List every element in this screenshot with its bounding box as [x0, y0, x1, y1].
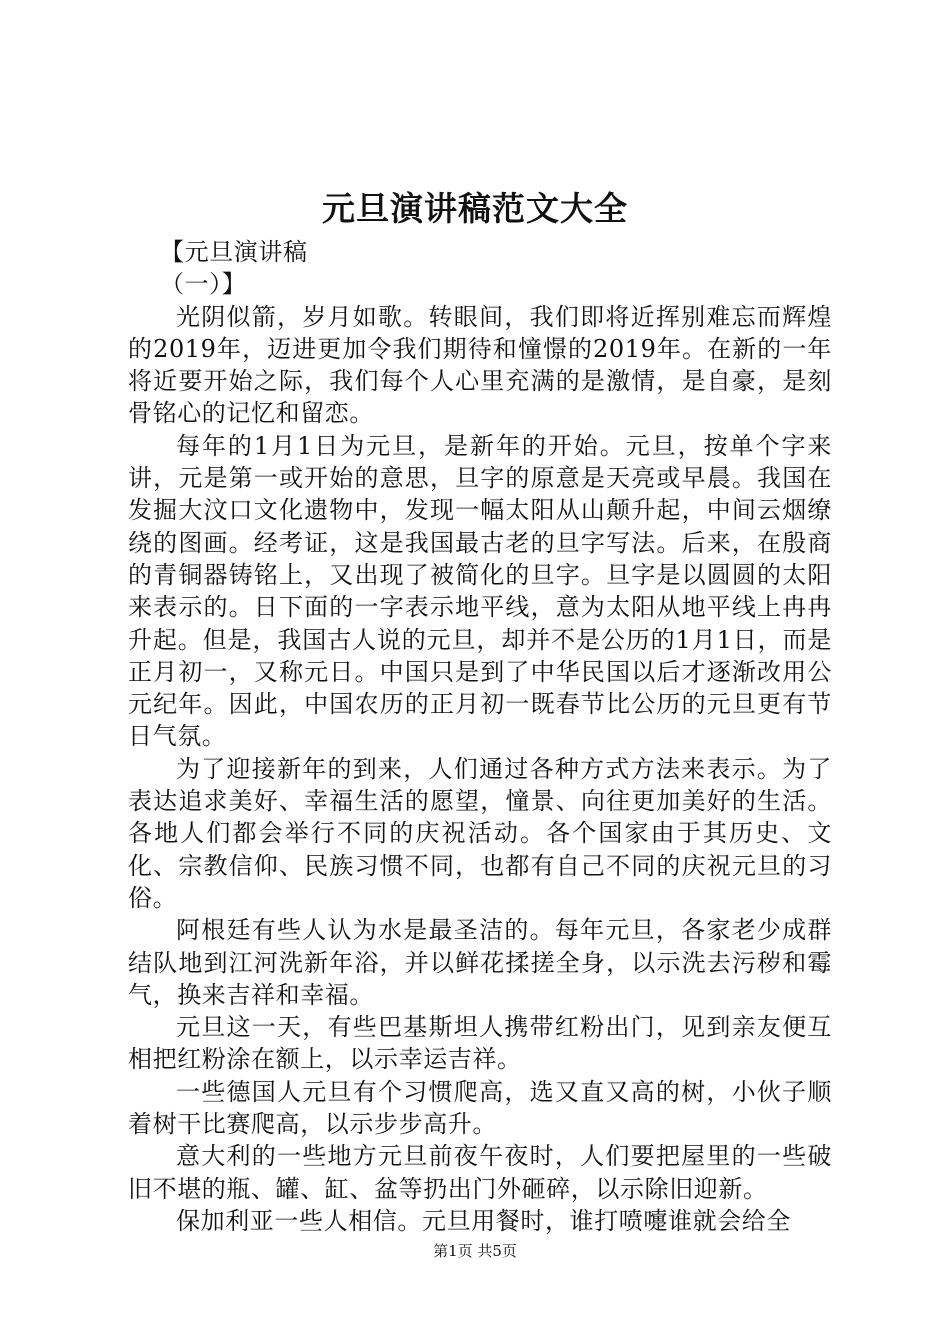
section-heading-line1: 【元旦演讲稿 [160, 238, 308, 266]
paragraph: 保加利亚一些人相信。元旦用餐时，谁打喷嚏谁就会给全 [176, 1206, 791, 1235]
page-number-footer: 第1页 共5页 [433, 1242, 517, 1260]
document-title: 元旦演讲稿范文大全 [322, 189, 628, 228]
paragraph: 元旦这一天，有些巴基斯坦人携带红粉出门，见到亲友便互相把红粉涂在额上，以示幸运吉祥。 [128, 1013, 832, 1074]
paragraph: 光阴似箭，岁月如歌。转眼间，我们即将近挥别难忘而辉煌的2019年，迈进更加令我们期待和憧憬的2019年。在新的一年将近要开始之际，我们每个人心里充满的是激情，是自豪，是刻骨铭心的记忆和留恋。 [128, 302, 832, 428]
paragraph: 意大利的一些地方元旦前夜午夜时，人们要把屋里的一些破旧不堪的瓶、罐、缸、盆等扔出门外砸碎，以示除旧迎新。 [128, 1142, 832, 1203]
section-heading-line2: （一）】 [160, 270, 247, 299]
document-body [128, 236, 832, 1237]
paragraph: 为了迎接新年的到来，人们通过各种方式方法来表示。为了表达追求美好、幸福生活的愿望，憧景、向往更加美好的生活。各地人们都会举行不同的庆祝活动。各个国家由于其历史、文化、宗教信仰、民族习惯不同，也都有自己不同的庆祝元旦的习俗。 [128, 754, 832, 912]
paragraph: 每年的1月1日为元旦，是新年的开始。元旦，按单个字来讲，元是第一或开始的意思，旦字的原意是天亮或早晨。我国在发掘大汶口文化遗物中，发现一幅太阳从山颠升起，中间云烟缭绕的图画。经考证，这是我国最古老的旦字写法。后来，在殷商的青铜器铸铭上，又出现了被简化的旦字。旦字是以圆圆的太阳来表示的。日下面的一字表示地平线，意为太阳从地平线上冉冉升起。但是，我国古人说的元旦，却并不是公历的1月1日，而是正月初一，又称元日。中国只是到了中华民国以后才逐渐改用公元纪年。因此，中国农历的正月初一既春节比公历的元旦更有节日气氛。 [128, 431, 832, 751]
paragraph: 一些德国人元旦有个习惯爬高，选又直又高的树，小伙子顺着树干比赛爬高，以示步步高升。 [128, 1077, 832, 1139]
paragraph: 阿根廷有些人认为水是最圣洁的。每年元旦，各家老少成群结队地到江河洗新年浴，并以鲜花揉搓全身，以示洗去污秽和霉气，换来吉祥和幸福。 [128, 916, 832, 1009]
